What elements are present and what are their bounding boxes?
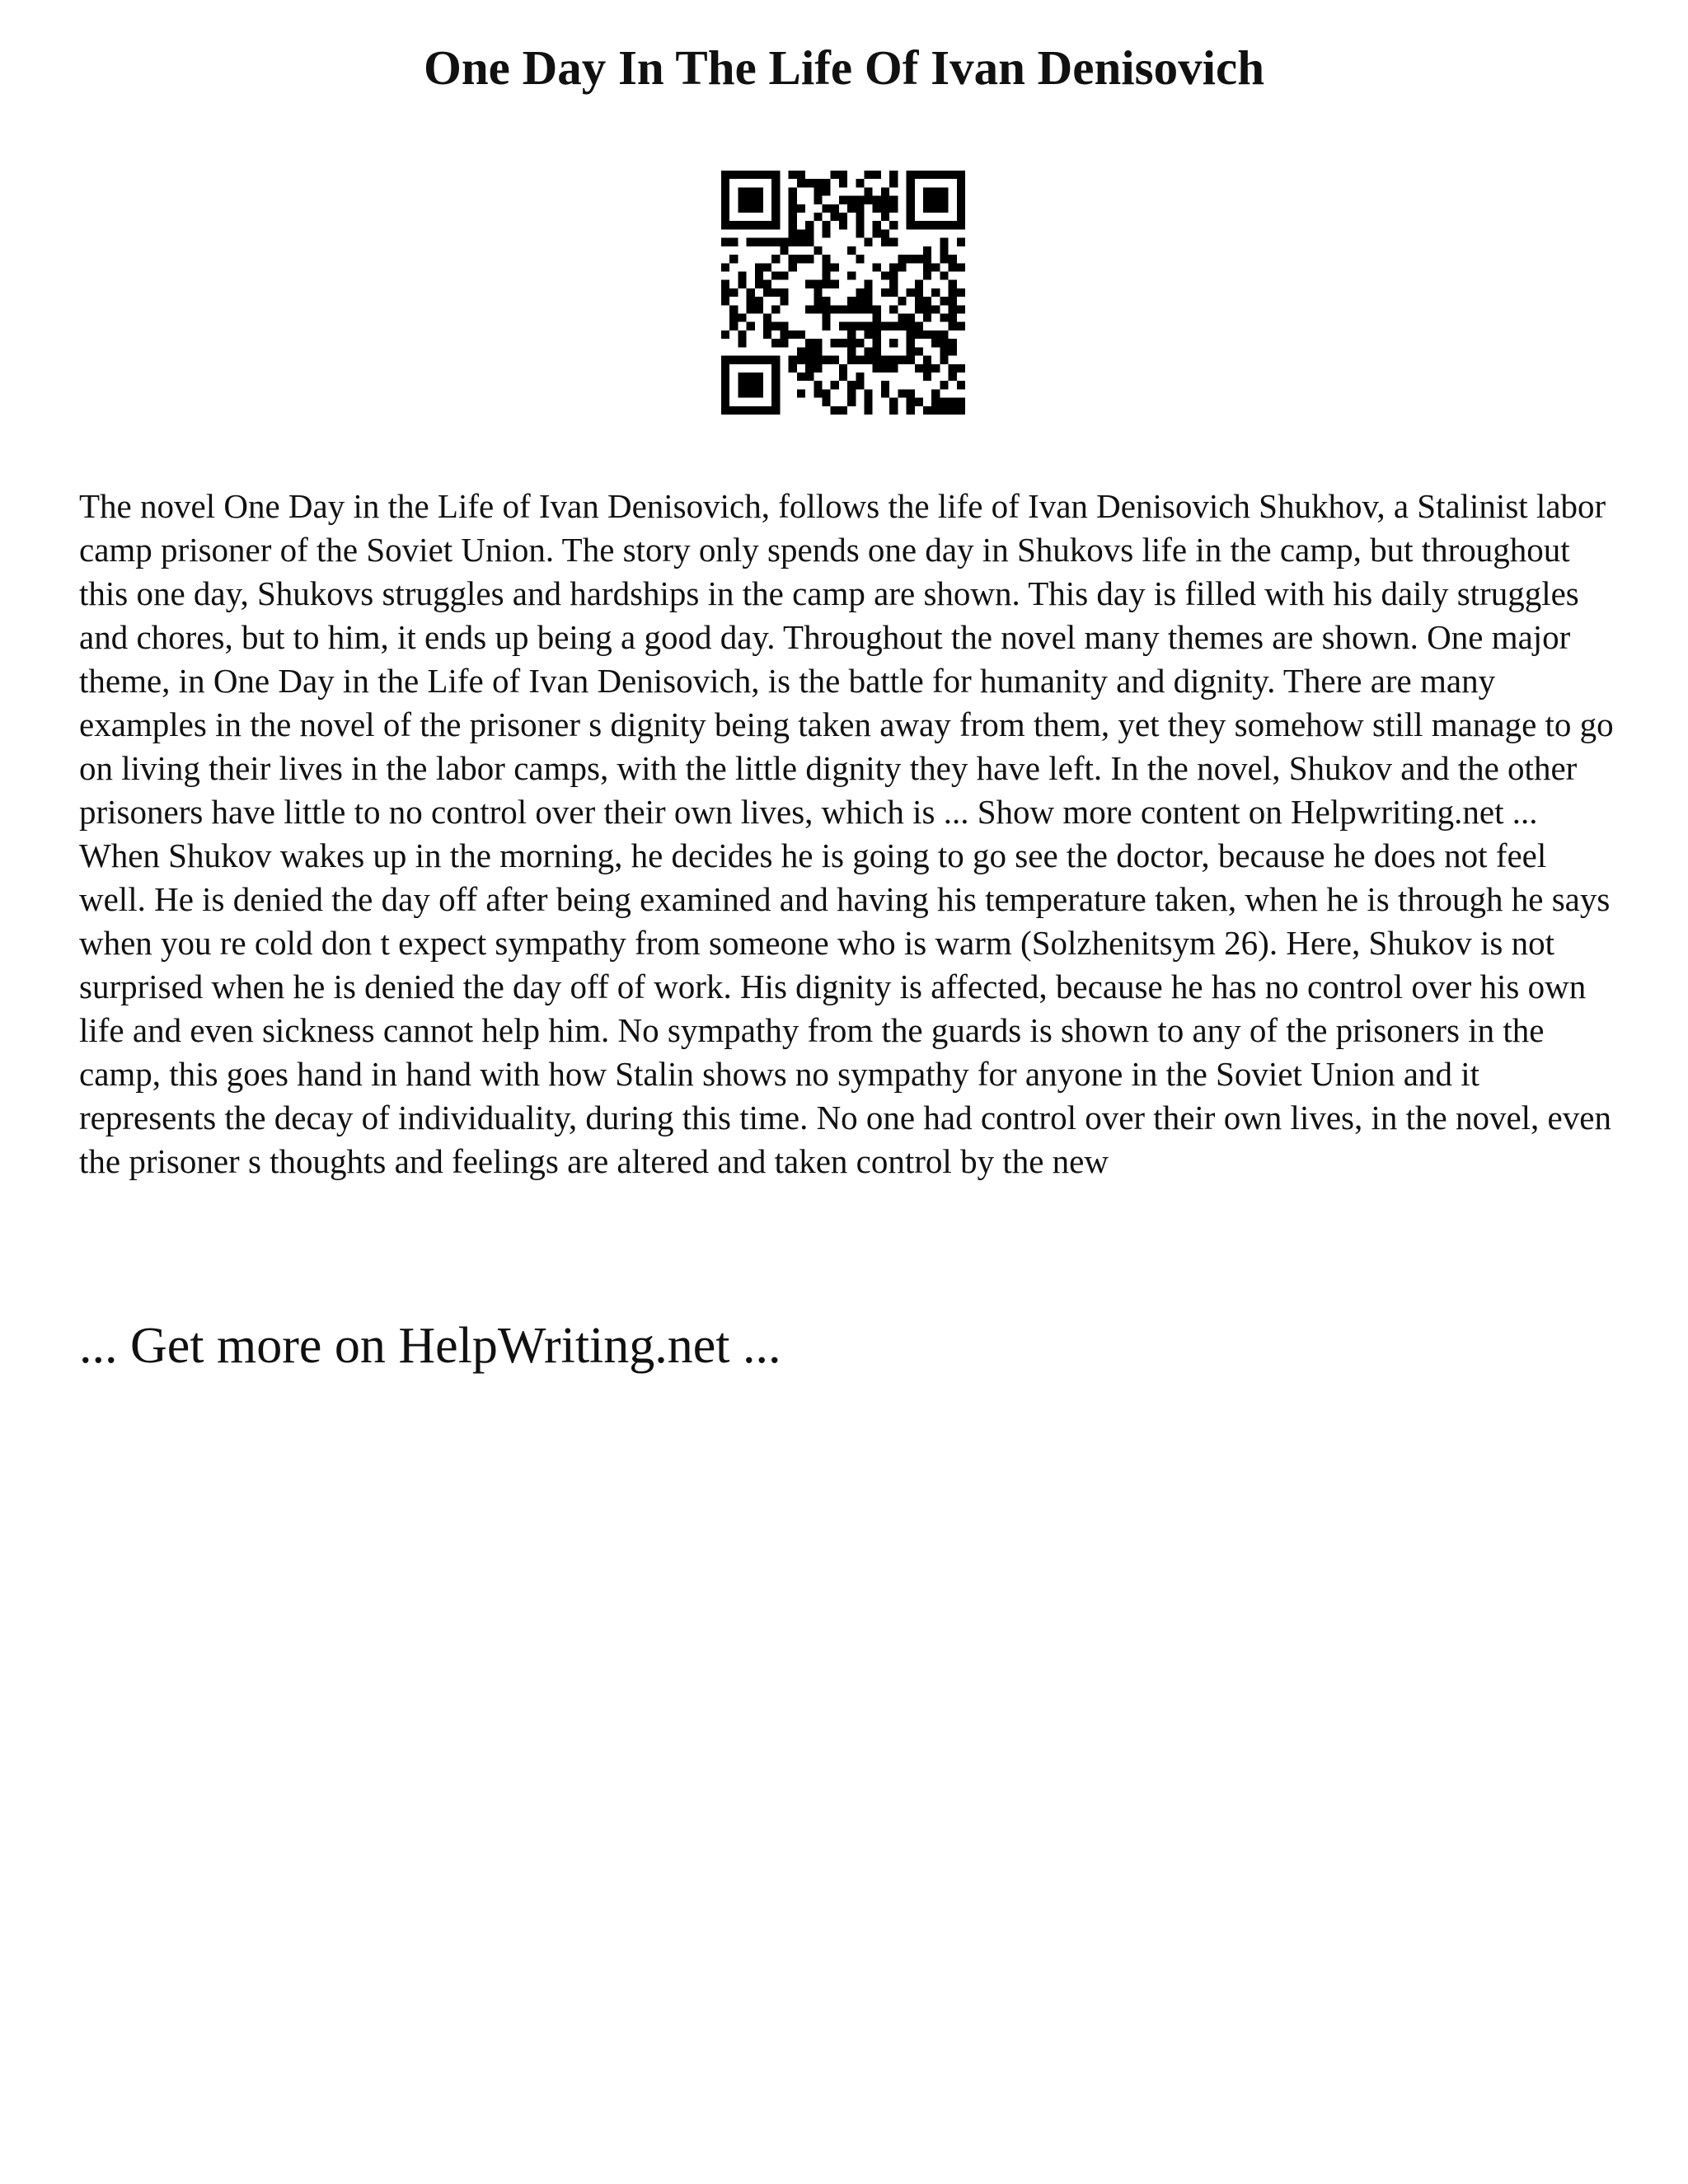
paragraph: The novel One Day in the Life of Ivan Denisovich, follows the life of Ivan Denisovich Shukhov, a Stalinist labor camp prisoner of the Soviet Union. The story only spends one day in Shukovs life in the camp, but throughout this one day, Shukovs struggles and hardships in the camp are shown. This day is filled with his daily struggles and chores, but to him, it ends up being a good day. Throughout the novel many themes are shown. One major theme, in One Day in the Life of Ivan Denisovich, is the battle for humanity and dignity. There are many examples in the novel of the prisoner s dignity being taken away from them, yet they somehow still manage to go on living their lives in the labor camps, with the little dignity they have left. In the novel, Shukov and the other prisoners have little to no control over their own lives, which is ... Show more content on Helpwriting.net ... xyxy=(79,487,1614,831)
get-more-link[interactable]: ... Get more on HelpWriting.net ... xyxy=(79,1318,781,1374)
paragraph: When Shukov wakes up in the morning, he decides he is going to go see the doctor, because he does not feel well. He is denied the day off after being examined and having his temperature taken, when he is through he says when you re cold don t expect sympathy from someone who is warm (Solzhenitsym 26). Here, Shukov is not surprised when he is denied the day off of work. His dignity is affected, because he has no control over his own life and even sickness cannot help him. No sympathy from the guards is shown to any of the prisoners in the camp, this goes hand in hand with how Stalin shows no sympathy for anyone in the Soviet Union and it represents the decay of individuality, during this time. No one had control over their own lives, in the novel, even the prisoner s thoughts and feelings are altered and taken control by the new xyxy=(79,837,1611,1180)
article-body xyxy=(79,485,1620,1183)
qr-code-icon xyxy=(721,171,965,415)
page-title: One Day In The Life Of Ivan Denisovich xyxy=(423,40,1265,95)
